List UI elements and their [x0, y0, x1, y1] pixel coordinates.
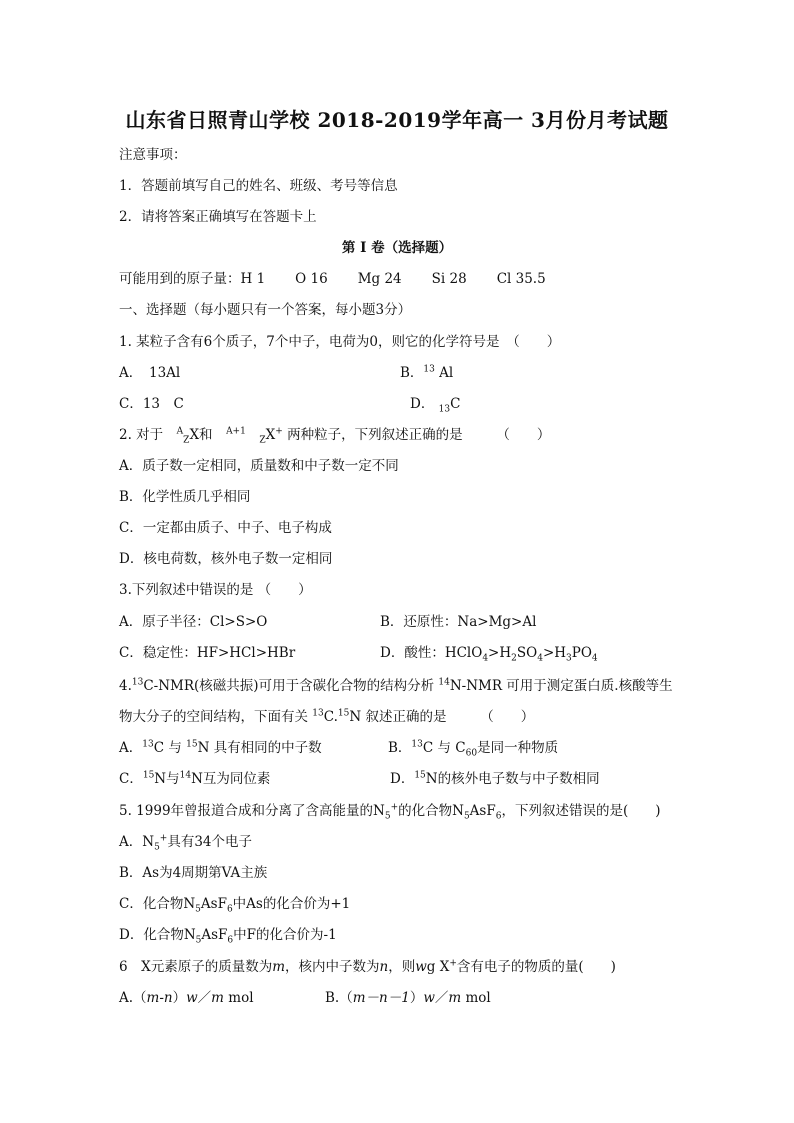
- q2-option-b: B．化学性质几乎相同: [119, 489, 251, 505]
- page-title: 山东省日照青山学校 2018-2019学年高一 3月份月考试题: [125, 108, 669, 132]
- q4-option-b: B．$^{13}$C 与 $C_{60}$是同一种物质: [388, 739, 559, 759]
- q4-option-c: C．$^{15}$N与$^{14}$N互为同位素: [119, 770, 271, 787]
- q6-option-b: B.（m－n－1）w／m mol: [325, 990, 491, 1006]
- q5-option-c: C．化合物$N_5AsF_6$中As的化合价为+1: [119, 896, 351, 915]
- q5-option-d: D．化合物$N_5AsF_6$中F的化合价为-1: [119, 927, 337, 946]
- q1-option-d: D． $_{13}$C: [410, 396, 461, 415]
- atomic-masses: [119, 269, 546, 289]
- q2-option-d: D．核电荷数，核外电子数一定相同: [119, 551, 333, 567]
- q5-stem: 5. 1999年曾报道合成和分离了含高能量的$N_5^+$的化合物$N_5AsF_6$，下列叙述错误的是( ): [119, 802, 661, 822]
- atomic-masses-label: 可能用到的原子量：: [119, 271, 241, 287]
- section-title: 第 I 卷（选择题）: [341, 240, 453, 256]
- q1-option-b: B．$^{13}$ Al: [400, 364, 454, 381]
- q3-stem: 3.下列叙述中错误的是 （ ）: [119, 582, 312, 598]
- q6-stem: 6 X元素原子的质量数为m，核内中子数为n，则wg X+含有电子的物质的量( ): [119, 958, 616, 975]
- mass-cl: Cl 35.5: [496, 271, 546, 287]
- mass-o: O 16: [295, 271, 328, 287]
- q4-option-d: D．$^{15}$N的核外电子数与中子数相同: [390, 770, 600, 787]
- q5-option-a: A．$N_5^+$具有34个电子: [119, 833, 253, 853]
- q4-stem-line1: 4.13C-NMR(核磁共振)可用于含碳化合物的结构分析 $^{14}$N-NMR 可用于测定蛋白质.核酸等生: [119, 677, 673, 694]
- q3-option-d: D．酸性：$HClO_4>H_2SO_4>H_3PO_4$: [380, 645, 598, 664]
- notice-heading: 注意事项：: [119, 147, 187, 163]
- q2-option-a: A．质子数一定相同，质量数和中子数一定不同: [119, 458, 399, 474]
- mass-si: Si 28: [431, 271, 467, 287]
- q3-option-c: C．稳定性：HF>HCl>HBr: [119, 645, 296, 661]
- q4-stem-line2: 物大分子的空间结构，下面有关 $^{13}$C.$^{15}$N 叙述正确的是 （ ）: [119, 708, 535, 725]
- q1-stem: 1. 某粒子含有6个质子，7个中子，电荷为0，则它的化学符号是 （ ）: [119, 334, 561, 350]
- q1-option-a: A． 13Al: [119, 365, 181, 381]
- part1-heading: 一、选择题（每小题只有一个答案，每小题3分）: [119, 302, 412, 318]
- q3-option-b: B．还原性：Na>Mg>Al: [380, 614, 537, 630]
- q2-stem: 2. 对于 $^A_Z$X和 $^{A+1}$ $_Z$X+ 两种粒子，下列叙述正确的是 （ ）: [119, 426, 551, 446]
- q3-option-a: A．原子半径：Cl>S>O: [119, 614, 268, 630]
- notice-item-2: 2．请将答案正确填写在答题卡上: [119, 209, 317, 225]
- q6-option-a: A.（m-n）w／m mol: [119, 990, 254, 1006]
- notice-item-1: 1．答题前填写自己的姓名、班级、考号等信息: [119, 178, 398, 194]
- q5-option-b: B．As为4周期第VA主族: [119, 865, 268, 881]
- mass-mg: Mg 24: [357, 271, 402, 287]
- mass-h: H 1: [240, 271, 266, 287]
- q4-option-a: A．$^{13}$C 与 $^{15}$N 具有相同的中子数: [119, 739, 322, 756]
- q1-option-c: C．13 C: [119, 396, 184, 412]
- q2-option-c: C．一定都由质子、中子、电子构成: [119, 520, 332, 536]
